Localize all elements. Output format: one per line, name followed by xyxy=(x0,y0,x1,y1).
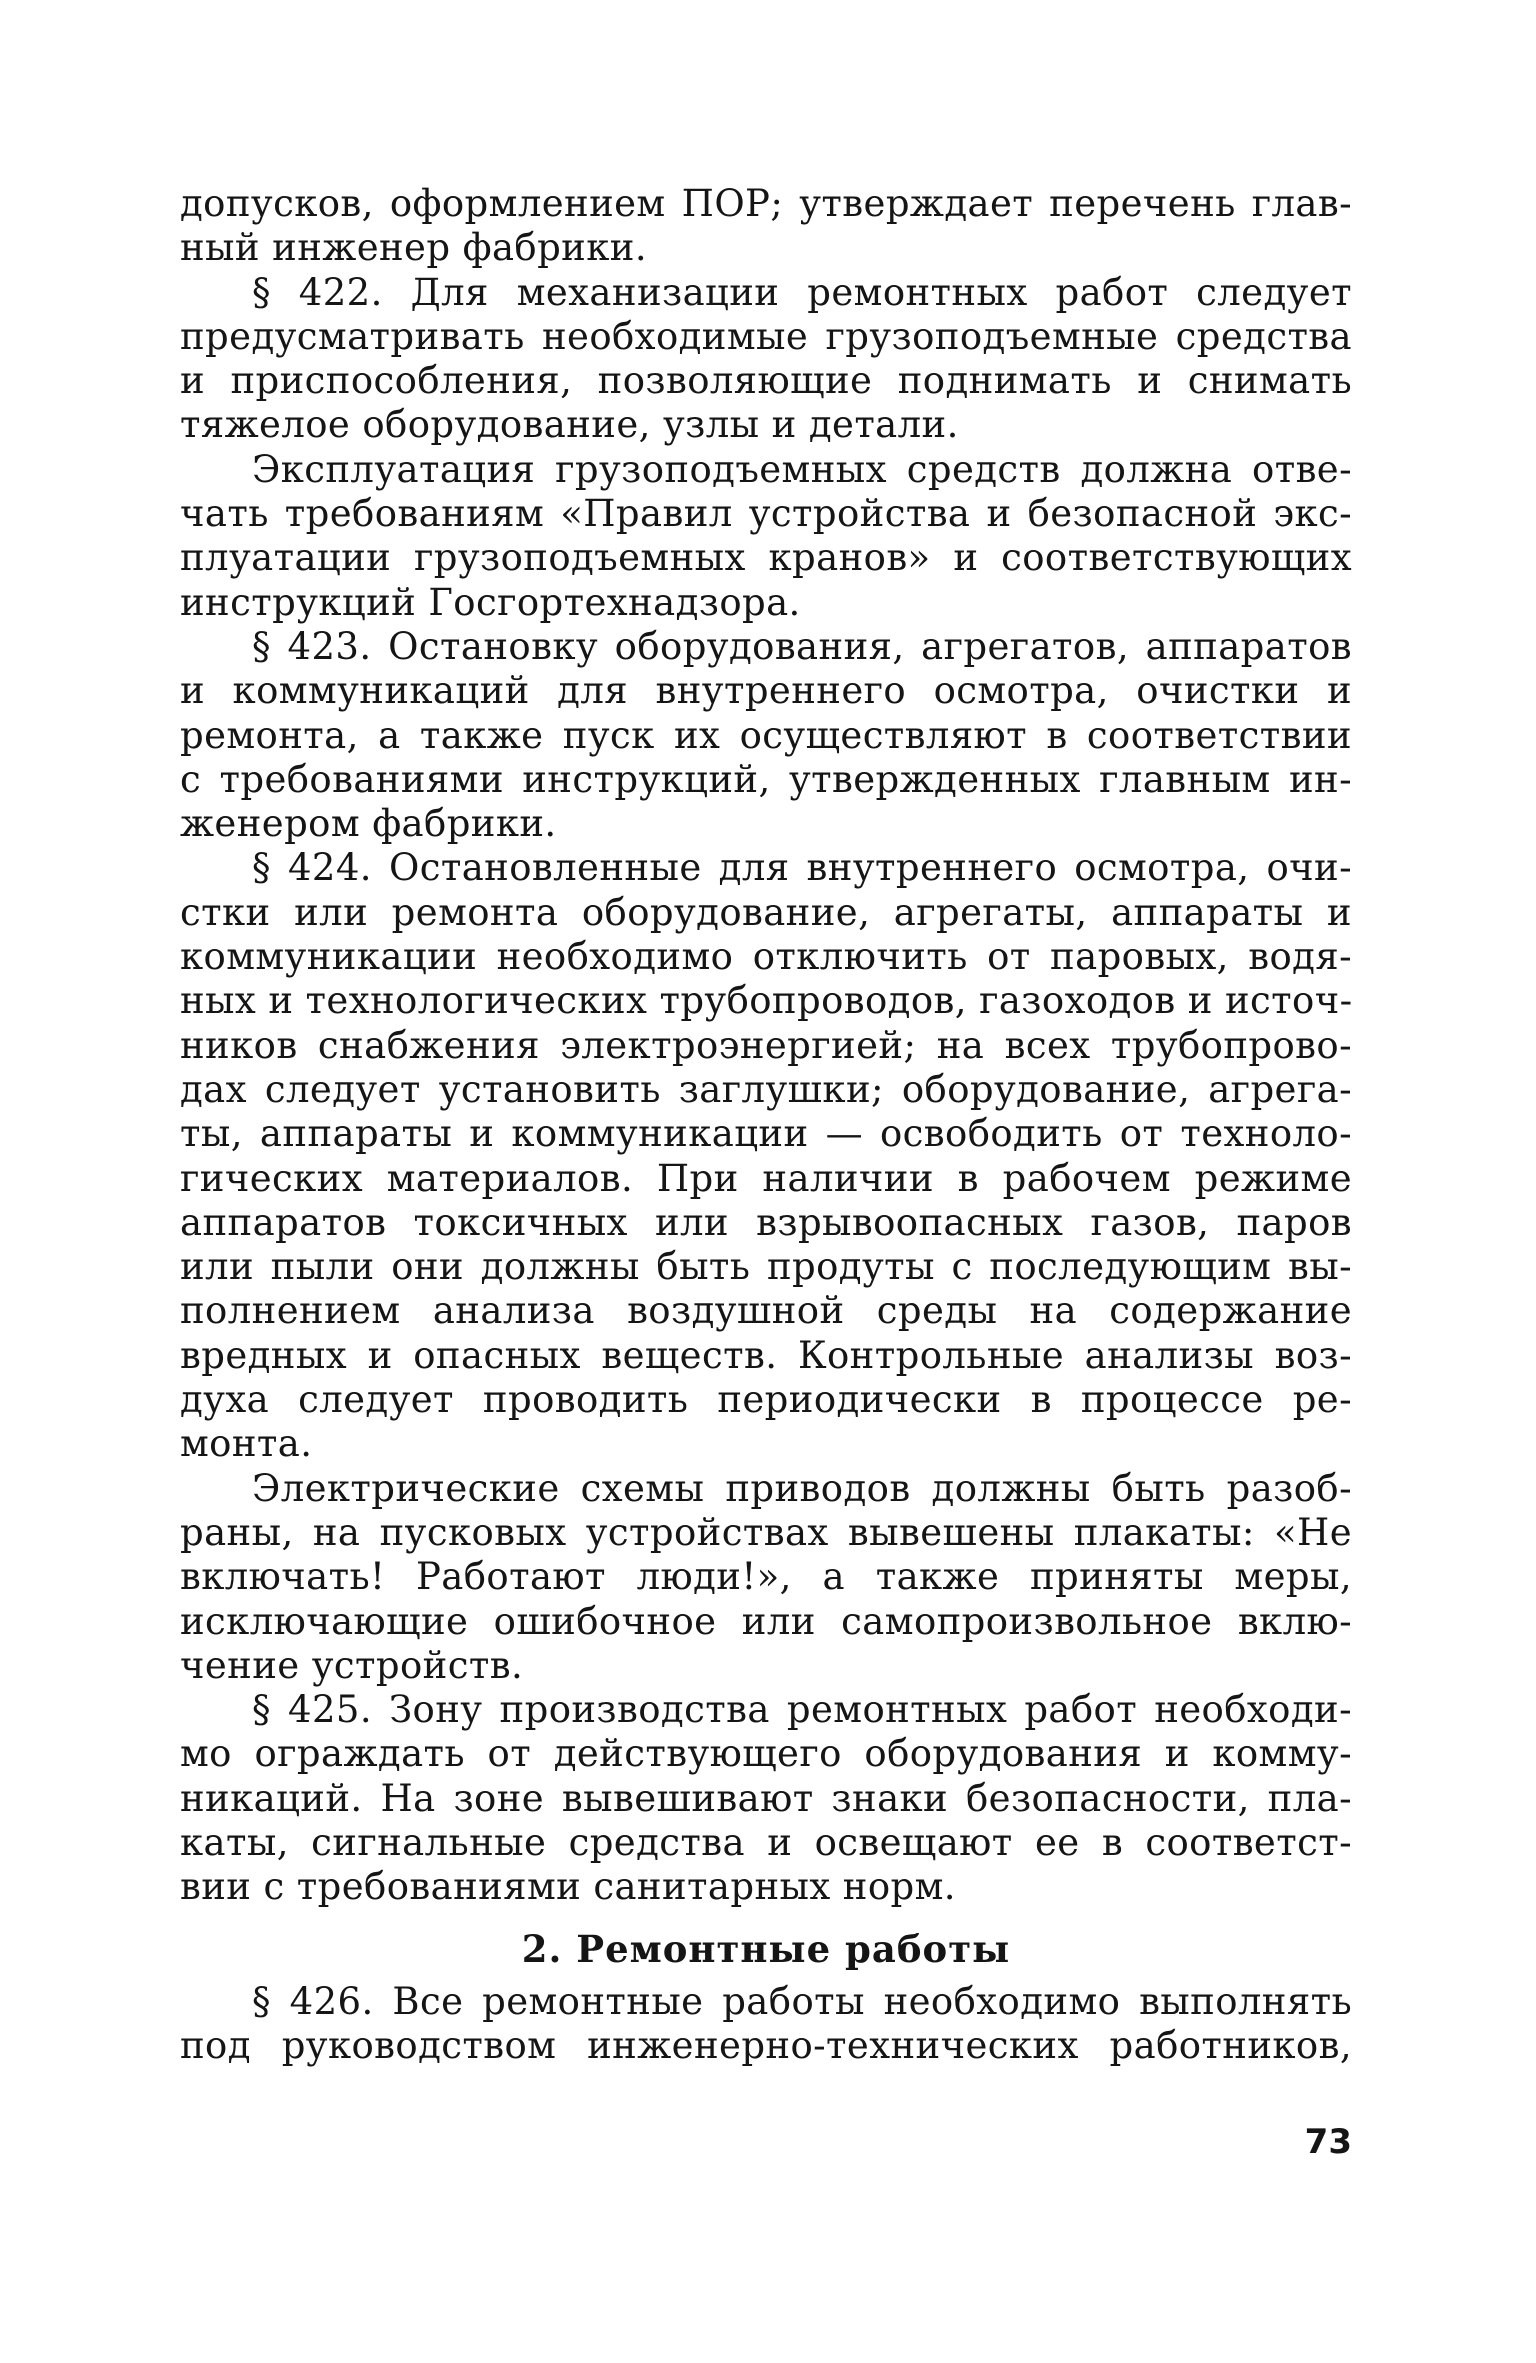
text-line: Электрические схемы приводов должны быть разоб- xyxy=(252,1466,1352,1510)
text-line: никаций. На зоне вывешивают знаки безопасности, пла- xyxy=(180,1776,1352,1820)
text-line: под руководством инженерно-технических работников, xyxy=(180,2023,1352,2067)
text-line: § 422. Для механизации ремонтных работ следует xyxy=(252,270,1352,314)
page-body xyxy=(180,182,1352,2068)
text-line: допусков, оформлением ПОР; утверждает перечень глав- xyxy=(180,182,1352,225)
text-line: гических материалов. При наличии в рабочем режиме xyxy=(180,1156,1352,1200)
text-line: духа следует проводить периодически в процессе ре- xyxy=(180,1378,1352,1422)
text-line: дах следует установить заглушки; оборудование, агрега- xyxy=(180,1067,1352,1111)
text-line: и коммуникаций для внутреннего осмотра, очистки и xyxy=(180,669,1352,713)
text-line: и приспособления, позволяющие поднимать и снимать xyxy=(180,359,1352,403)
page-number: 73 xyxy=(1304,2122,1352,2162)
text-line: чать требованиям «Правил устройства и безопасной экс- xyxy=(180,492,1352,536)
text-line: коммуникации необходимо отключить от паровых, водя- xyxy=(180,935,1352,979)
text-line: ный инженер фабрики. xyxy=(180,226,647,270)
text-line: мо ограждать от действующего оборудования и комму- xyxy=(180,1732,1352,1776)
text-line: инструкций Госгортехнадзора. xyxy=(180,580,801,624)
text-line: ных и технологических трубопроводов, газоходов и источ- xyxy=(180,979,1353,1023)
text-line: вии с требованиями санитарных норм. xyxy=(180,1865,956,1909)
text-line: монта. xyxy=(180,1422,313,1466)
text-line: каты, сигнальные средства и освещают ее в соответст- xyxy=(180,1820,1352,1864)
text-line: или пыли они должны быть продуты с последующим вы- xyxy=(180,1245,1352,1289)
text-line: предусматривать необходимые грузоподъемные средства xyxy=(180,314,1352,358)
text-line: ремонта, а также пуск их осуществляют в соответствии xyxy=(180,713,1352,757)
text-line: вредных и опасных веществ. Контрольные анализы воз- xyxy=(180,1333,1352,1377)
text-line: плуатации грузоподъемных кранов» и соответствующих xyxy=(180,536,1352,580)
text-line: § 423. Остановку оборудования, агрегатов, аппаратов xyxy=(252,624,1352,668)
text-line: включать! Работают люди!», а также приняты меры, xyxy=(180,1555,1352,1599)
text-line: Эксплуатация грузоподъемных средств должна отве- xyxy=(252,447,1352,491)
text-line: тяжелое оборудование, узлы и детали. xyxy=(180,403,959,447)
text-line: § 425. Зону производства ремонтных работ необходи- xyxy=(252,1688,1352,1732)
text-line: с требованиями инструкций, утвержденных главным ин- xyxy=(180,757,1352,801)
text-line: раны, на пусковых устройствах вывешены плакаты: «Не xyxy=(180,1510,1352,1554)
text-line: полнением анализа воздушной среды на содержание xyxy=(180,1289,1352,1333)
text-line: стки или ремонта оборудование, агрегаты, аппараты и xyxy=(180,890,1352,934)
section-heading: 2. Ремонтные работы xyxy=(521,1926,1011,1971)
text-line: исключающие ошибочное или самопроизвольное вклю- xyxy=(180,1599,1352,1643)
text-line: женером фабрики. xyxy=(180,802,557,846)
text-line: аппаратов токсичных или взрывоопасных газов, паров xyxy=(180,1200,1352,1244)
text-line: ников снабжения электроэнергией; на всех трубопрово- xyxy=(180,1023,1352,1067)
text-line: § 424. Остановленные для внутреннего осмотра, очи- xyxy=(252,846,1352,890)
text-line: § 426. Все ремонтные работы необходимо выполнять xyxy=(252,1979,1352,2023)
text-line: чение устройств. xyxy=(180,1643,524,1687)
text-line: ты, аппараты и коммуникации — освободить от техноло- xyxy=(180,1112,1352,1156)
